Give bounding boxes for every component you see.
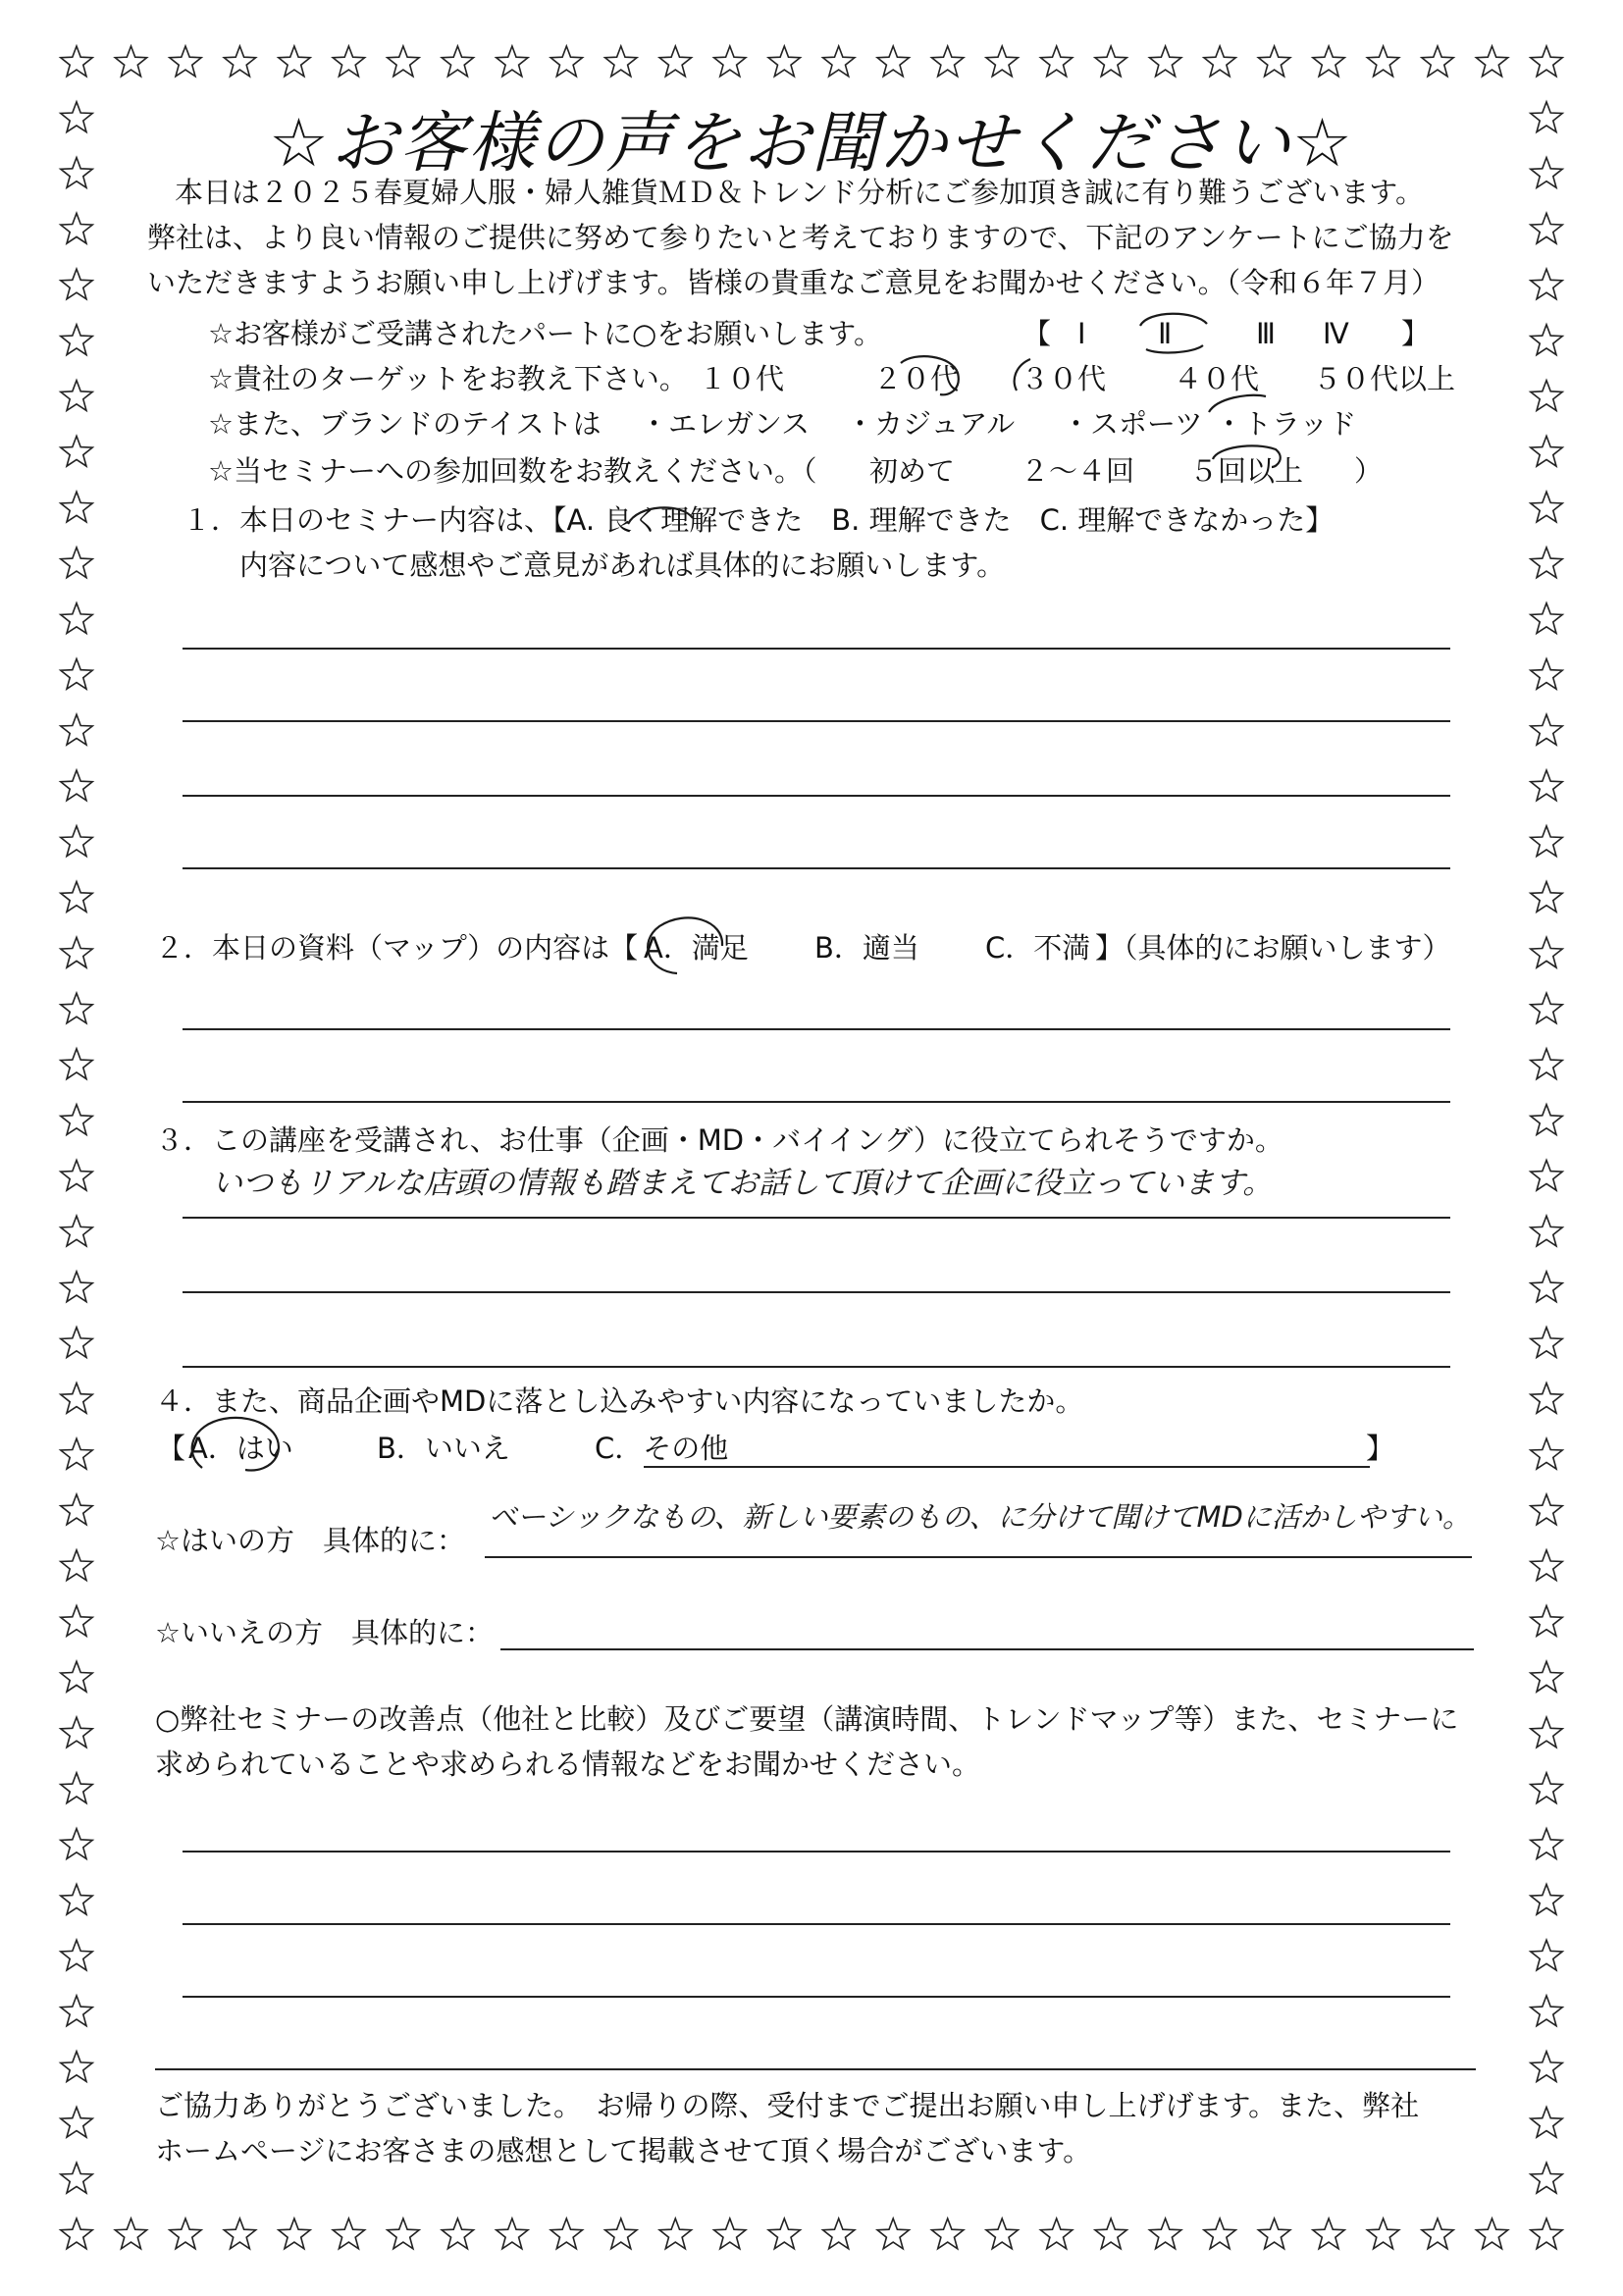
border-star <box>442 2218 473 2249</box>
target-option-30s[interactable]: ３０代 <box>1021 362 1107 395</box>
border-star <box>1531 2052 1562 2082</box>
taste-option-trad[interactable]: ・トラッド <box>1215 407 1357 441</box>
border-star <box>61 269 92 299</box>
intro-line-3: いただきますようお願い申し上げげます。皆様の貴重なご意見をお聞かせください。（令和６年７月） <box>147 266 1440 299</box>
border-star <box>115 46 146 77</box>
visits-label: ☆当セミナーへの参加回数をお教えください。（ <box>208 454 817 488</box>
part-ii-circle <box>1140 314 1207 353</box>
border-star <box>1531 269 1562 299</box>
border-star <box>61 325 92 355</box>
border-star <box>61 714 92 745</box>
q1-answer-line-4[interactable] <box>183 867 1450 869</box>
question-4: ４．また、商品企画やMDに落とし込みやすい内容になっていましたか。 <box>155 1384 1084 1418</box>
border-star <box>768 46 800 77</box>
border-star <box>224 46 255 77</box>
border-star <box>823 46 855 77</box>
border-star <box>1531 1160 1562 1190</box>
q1-answer-line-2[interactable] <box>183 720 1450 722</box>
border-star <box>1531 381 1562 411</box>
border-star <box>1531 1049 1562 1079</box>
question-3: ３．この講座を受講され、お仕事（企画・MD・バイイング）に役立てられそうですか。 <box>155 1123 1283 1157</box>
border-star <box>659 2218 691 2249</box>
taste-option-sports[interactable]: ・スポーツ <box>1062 407 1203 441</box>
q1-answer-line-1[interactable] <box>183 648 1450 650</box>
target-option-10s[interactable]: １０代 <box>699 362 785 395</box>
improvement-answer-line-4[interactable] <box>155 2068 1476 2070</box>
yes-detail-handwritten-answer[interactable]: ベーシックなもの、新しい要素のもの、に分けて聞けてMDに活かしやすい。 <box>489 1500 1471 1534</box>
border-star <box>388 46 419 77</box>
border-star <box>61 1606 92 1637</box>
part-option-1[interactable]: Ⅰ <box>1077 317 1086 350</box>
border-star <box>61 2218 92 2249</box>
q4-bracket-close: 】 <box>1366 1432 1395 1465</box>
border-star <box>1095 46 1126 77</box>
visits-option-5-plus[interactable]: ５回以上 <box>1189 454 1304 488</box>
border-star <box>61 1105 92 1135</box>
border-star <box>1476 46 1507 77</box>
border-star <box>932 2218 964 2249</box>
border-star <box>61 993 92 1023</box>
border-star <box>61 659 92 690</box>
q4-option-c[interactable]: C．その他 <box>595 1432 729 1465</box>
border-star <box>115 2218 146 2249</box>
q3-answer-line-2[interactable] <box>183 1291 1450 1293</box>
border-star <box>714 46 746 77</box>
border-star <box>1531 1996 1562 2026</box>
border-star <box>61 1996 92 2026</box>
border-star <box>61 1494 92 1525</box>
border-star <box>224 2218 255 2249</box>
border-star <box>1531 492 1562 522</box>
border-star <box>605 2218 637 2249</box>
border-star <box>1531 770 1562 801</box>
border-star <box>1258 2218 1289 2249</box>
border-star <box>333 2218 364 2249</box>
border-star <box>61 1884 92 1914</box>
border-star <box>877 46 909 77</box>
footer-line-1: ご協力ありがとうございました。 お帰りの際、受付までご提出お願い申し上げげます。また、弊社 <box>155 2089 1420 2122</box>
border-star <box>1531 548 1562 578</box>
taste-option-elegance[interactable]: ・エレガンス <box>640 407 811 441</box>
border-star <box>61 381 92 411</box>
border-star <box>1531 1661 1562 1692</box>
q2-option-b[interactable]: B．適当 <box>814 931 919 965</box>
border-star <box>1041 2218 1073 2249</box>
border-star <box>1531 1383 1562 1414</box>
border-star <box>61 1550 92 1581</box>
border-star <box>61 1272 92 1302</box>
improvement-answer-line-2[interactable] <box>183 1923 1450 1925</box>
part-option-2[interactable]: Ⅱ <box>1158 317 1173 350</box>
visits-option-first[interactable]: 初めて <box>869 454 956 488</box>
border-star <box>1422 2218 1453 2249</box>
border-star <box>714 2218 746 2249</box>
border-star <box>1367 46 1398 77</box>
border-star <box>1531 1438 1562 1469</box>
border-star <box>61 2052 92 2082</box>
border-star <box>61 1049 92 1079</box>
border-star <box>61 1661 92 1692</box>
border-star <box>279 2218 310 2249</box>
border-star <box>61 1940 92 1970</box>
improvement-answer-line-3[interactable] <box>183 1996 1450 1998</box>
border-star <box>1531 714 1562 745</box>
border-star <box>1095 2218 1126 2249</box>
part-bracket-open: 【 <box>1022 317 1052 350</box>
border-star <box>1531 1940 1562 1970</box>
border-star <box>1313 2218 1344 2249</box>
border-star <box>61 2163 92 2193</box>
border-star <box>333 46 364 77</box>
footer-line-2: ホームページにお客さまの感想として掲載させて頂く場合がございます。 <box>155 2134 1092 2167</box>
border-star <box>442 46 473 77</box>
border-star <box>61 937 92 967</box>
intro-line-1: 本日は２０２５春夏婦人服・婦人雑貨ＭＤ＆トレンド分析にご参加頂き誠に有り難うございます。 <box>175 176 1424 209</box>
border-star <box>1204 46 1235 77</box>
border-star <box>659 46 691 77</box>
border-star <box>61 1773 92 1803</box>
q3-answer-line-1[interactable] <box>183 1217 1450 1219</box>
q3-handwritten-answer[interactable]: いつもリアルな店頭の情報も踏まえてお話して頂けて企画に役立っています。 <box>212 1166 1274 1201</box>
border-star <box>61 882 92 913</box>
border-star <box>1313 46 1344 77</box>
border-star <box>61 826 92 857</box>
border-star <box>1531 1105 1562 1135</box>
q2-option-a[interactable]: A．満足 <box>644 931 749 965</box>
border-star <box>1531 2218 1562 2249</box>
border-star <box>1531 2108 1562 2138</box>
border-star <box>1531 325 1562 355</box>
border-star <box>61 770 92 801</box>
border-star <box>61 492 92 522</box>
border-star <box>986 46 1018 77</box>
border-star <box>61 1160 92 1190</box>
border-star <box>1531 1717 1562 1748</box>
border-star <box>1531 1216 1562 1246</box>
border-star <box>1204 2218 1235 2249</box>
border-star <box>1041 46 1073 77</box>
q4-other-line[interactable] <box>644 1466 1370 1468</box>
visits-close: ） <box>1354 454 1384 488</box>
border-star <box>388 2218 419 2249</box>
border-star <box>823 2218 855 2249</box>
no-detail-label: ☆いいえの方 具体的に： <box>155 1616 494 1649</box>
border-star <box>1476 2218 1507 2249</box>
q2-answer-line-1[interactable] <box>183 1028 1450 1030</box>
yes-detail-line[interactable] <box>485 1556 1472 1558</box>
border-star <box>1531 1272 1562 1302</box>
border-star <box>1531 2163 1562 2193</box>
border-star <box>497 2218 528 2249</box>
no-detail-line[interactable] <box>500 1648 1474 1650</box>
intro-line-2: 弊社は、より良い情報のご提供に努めて参りたいと考えておりますので、下記のアンケートにご協力を <box>147 221 1454 254</box>
part-bracket-close: 】 <box>1401 317 1431 350</box>
question-1: １．本日のセミナー内容は、【A. 良く理解できた B. 理解できた C. 理解できなかった】 <box>183 503 1335 537</box>
border-star <box>61 436 92 466</box>
border-star <box>1531 993 1562 1023</box>
border-star <box>279 46 310 77</box>
border-star <box>1531 882 1562 913</box>
q4-option-a[interactable]: A．はい <box>188 1432 293 1465</box>
border-star <box>1531 937 1562 967</box>
border-star <box>877 2218 909 2249</box>
target-option-50s-plus[interactable]: ５０代以上 <box>1313 362 1456 395</box>
border-star <box>1531 1773 1562 1803</box>
border-star <box>497 46 528 77</box>
border-star <box>1367 2218 1398 2249</box>
border-star <box>1531 826 1562 857</box>
border-star <box>550 46 582 77</box>
improvement-answer-line-1[interactable] <box>183 1851 1450 1852</box>
border-star <box>1422 46 1453 77</box>
border-star <box>1531 1328 1562 1358</box>
border-star <box>550 2218 582 2249</box>
border-star <box>1531 1884 1562 1914</box>
border-star <box>1531 1829 1562 1859</box>
border-star <box>1531 213 1562 243</box>
part-label: ☆お客様がご受講されたパートに○をお願いします。 <box>208 317 882 350</box>
border-star <box>1150 2218 1181 2249</box>
question-2-suffix: 】（具体的にお願いします） <box>1095 931 1451 965</box>
part-option-3[interactable]: Ⅲ <box>1256 317 1276 350</box>
border-star <box>170 2218 201 2249</box>
border-star <box>1531 1606 1562 1637</box>
border-star <box>1531 603 1562 634</box>
border-star <box>605 46 637 77</box>
visits-option-2-4[interactable]: ２～４回 <box>1021 454 1135 488</box>
page-title: ☆お客様の声をお聞かせください☆ <box>269 105 1354 183</box>
improvement-line-2: 求められていることや求められる情報などをお聞かせください。 <box>155 1748 981 1781</box>
q3-answer-line-3[interactable] <box>183 1366 1450 1368</box>
target-label: ☆貴社のターゲットをお教え下さい。 <box>208 362 688 395</box>
border-star <box>61 1383 92 1414</box>
border-star <box>170 46 201 77</box>
yes-detail-label: ☆はいの方 具体的に： <box>155 1524 465 1557</box>
border-star <box>1531 46 1562 77</box>
taste-label: ☆また、ブランドのテイストは <box>208 407 602 441</box>
border-star <box>932 46 964 77</box>
question-2-prefix: ２．本日の資料（マップ）の内容は【 <box>155 931 639 965</box>
border-star <box>61 548 92 578</box>
border-star <box>61 46 92 77</box>
question-1-sub: 内容について感想やご意見があれば具体的にお願いします。 <box>239 548 1006 582</box>
q4-option-b[interactable]: B．いいえ <box>377 1432 510 1465</box>
border-star <box>61 213 92 243</box>
border-star <box>1258 46 1289 77</box>
border-star <box>768 2218 800 2249</box>
border-star <box>1531 1494 1562 1525</box>
target-option-20s[interactable]: ２０代 <box>873 362 960 395</box>
target-option-40s[interactable]: ４０代 <box>1174 362 1260 395</box>
q4-bracket-open: 【 <box>157 1432 186 1465</box>
border-star <box>61 603 92 634</box>
border-star <box>61 1216 92 1246</box>
border-star <box>61 2108 92 2138</box>
q1-answer-line-3[interactable] <box>183 795 1450 797</box>
q2-option-c[interactable]: C．不満 <box>985 931 1091 965</box>
border-star <box>61 1829 92 1859</box>
border-star <box>1150 46 1181 77</box>
q2-answer-line-2[interactable] <box>183 1101 1450 1103</box>
border-star <box>986 2218 1018 2249</box>
border-star <box>1531 436 1562 466</box>
part-option-4[interactable]: Ⅳ <box>1323 317 1349 350</box>
taste-option-casual[interactable]: ・カジュアル <box>846 407 1016 441</box>
border-star <box>1531 659 1562 690</box>
border-star <box>61 1438 92 1469</box>
improvement-line-1: ○弊社セミナーの改善点（他社と比較）及びご要望（講演時間、トレンドマップ等）また、セミナーに <box>155 1702 1459 1736</box>
border-star <box>1531 1550 1562 1581</box>
border-star <box>61 1328 92 1358</box>
border-star <box>61 1717 92 1748</box>
